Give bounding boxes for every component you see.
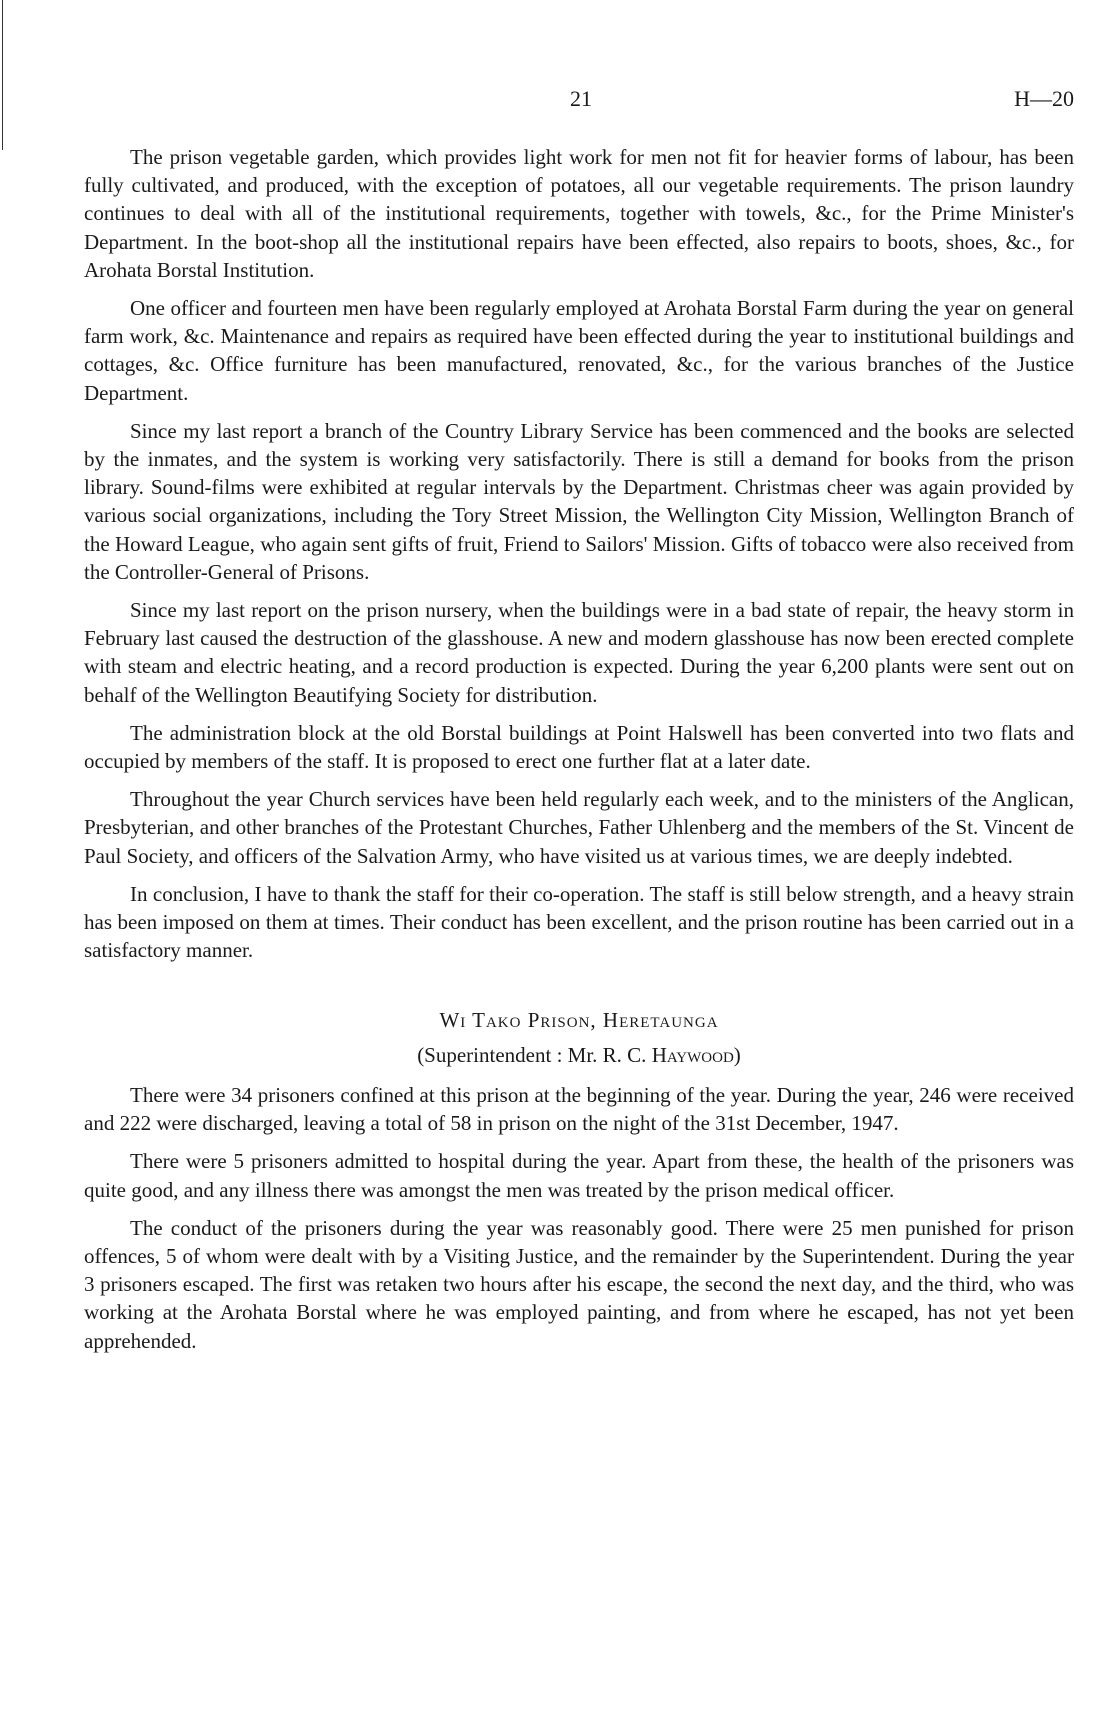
paragraph-arohata-farm: One officer and fourteen men have been regularly employed at Arohata Borstal Farm during the year on general farm work, &c. Maintenance and repairs as required have been effected during the year to institutional buildings and cottages, &c. Office furniture has been manufactured, renovated, &c., for the various branches of the Justice Department. <box>84 296 1074 405</box>
document-body <box>84 143 1074 1365</box>
subtitle-suffix: ) <box>733 1042 741 1067</box>
subtitle-prefix: (Superintendent : Mr. R. C. <box>417 1042 652 1067</box>
section-subtitle <box>84 1041 1074 1069</box>
paragraph-conduct-escapes: The conduct of the prisoners during the year was reasonably good. There were 25 men punished for prison offences, 5 of whom were dealt with by a Visiting Justice, and the remainder by the Superintendent. During the year 3 prisoners escaped. The first was retaken two hours after his escape, the second the next day, and the third, who was working at the Arohata Borstal where he was employed painting, and from where he escaped, has not yet been apprehended. <box>84 1215 1074 1353</box>
document-reference: H—20 <box>1014 86 1074 111</box>
paragraph-hospital-admissions: There were 5 prisoners admitted to hospital during the year. Apart from these, the health of the prisoners was quite good, and any illness there was amongst the men was treated by the prison medical officer. <box>84 1149 1074 1202</box>
paragraph-library-service: Since my last report a branch of the Country Library Service has been commenced and the books are selected by the inmates, and the system is working very satisfactorily. There is still a demand for books from the prison library. Sound-films were exhibited at regular intervals by the Department. Christmas cheer was again provided by various social organizations, including the Tory Street Mission, the Wellington City Mission, Wellington Branch of the Howard League, who again sent gifts of fruit, Friend to Sailors' Mission. Gifts of tobacco were also received from the Controller-General of Prisons. <box>84 418 1074 584</box>
page-edge-rule <box>2 0 3 150</box>
paragraph-prisoner-counts: There were 34 prisoners confined at this prison at the beginning of the year. During the year, 246 were received and 222 were discharged, leaving a total of 58 in prison on the night of the 31st December, 1947. <box>84 1082 1074 1136</box>
section-title: Wi Tako Prison, Heretaunga <box>439 1008 719 1033</box>
paragraph-administration-block: The administration block at the old Borstal buildings at Point Halswell has been converted into two flats and occupied by members of the staff. It is proposed to erect one further flat at a later date. <box>84 720 1074 774</box>
paragraph-prison-nursery: Since my last report on the prison nursery, when the buildings were in a bad state of repair, the heavy storm in February last caused the destruction of the glasshouse. A new and modern glasshouse has now been erected complete with steam and electric heating, and a record production is expected. During the year 6,200 plants were sent out on behalf of the Wellington Beautifying Society for distribution. <box>84 598 1074 707</box>
paragraph-garden-laundry: The prison vegetable garden, which provides light work for men not fit for heavier forms of labour, has been fully cultivated, and produced, with the exception of potatoes, all our vegetable requirements. The prison laundry continues to deal with all of the institutional requirements, together with towels, &c., for the Prime Minister's Department. In the boot-shop all the institutional repairs have been effected, also repairs to boots, shoes, &c., for Arohata Borstal Institution. <box>84 145 1074 282</box>
paragraph-church-services: Throughout the year Church services have been held regularly each week, and to the ministers of the Anglican, Presbyterian, and other branches of the Protestant Churches, Father Uhlenberg and the members of the St. Vincent de Paul Society, and officers of the Salvation Army, who have visited us at various times, we are deeply indebted. <box>84 787 1074 868</box>
page-number: 21 <box>570 86 592 111</box>
superintendent-name: Haywood <box>651 1042 734 1067</box>
page-header <box>0 86 1114 116</box>
paragraph-conclusion: In conclusion, I have to thank the staff for their co-operation. The staff is still below strength, and a heavy strain has been imposed on them at times. Their conduct has been excellent, and the prison routine has been carried out in a satisfactory manner. <box>84 881 1074 963</box>
